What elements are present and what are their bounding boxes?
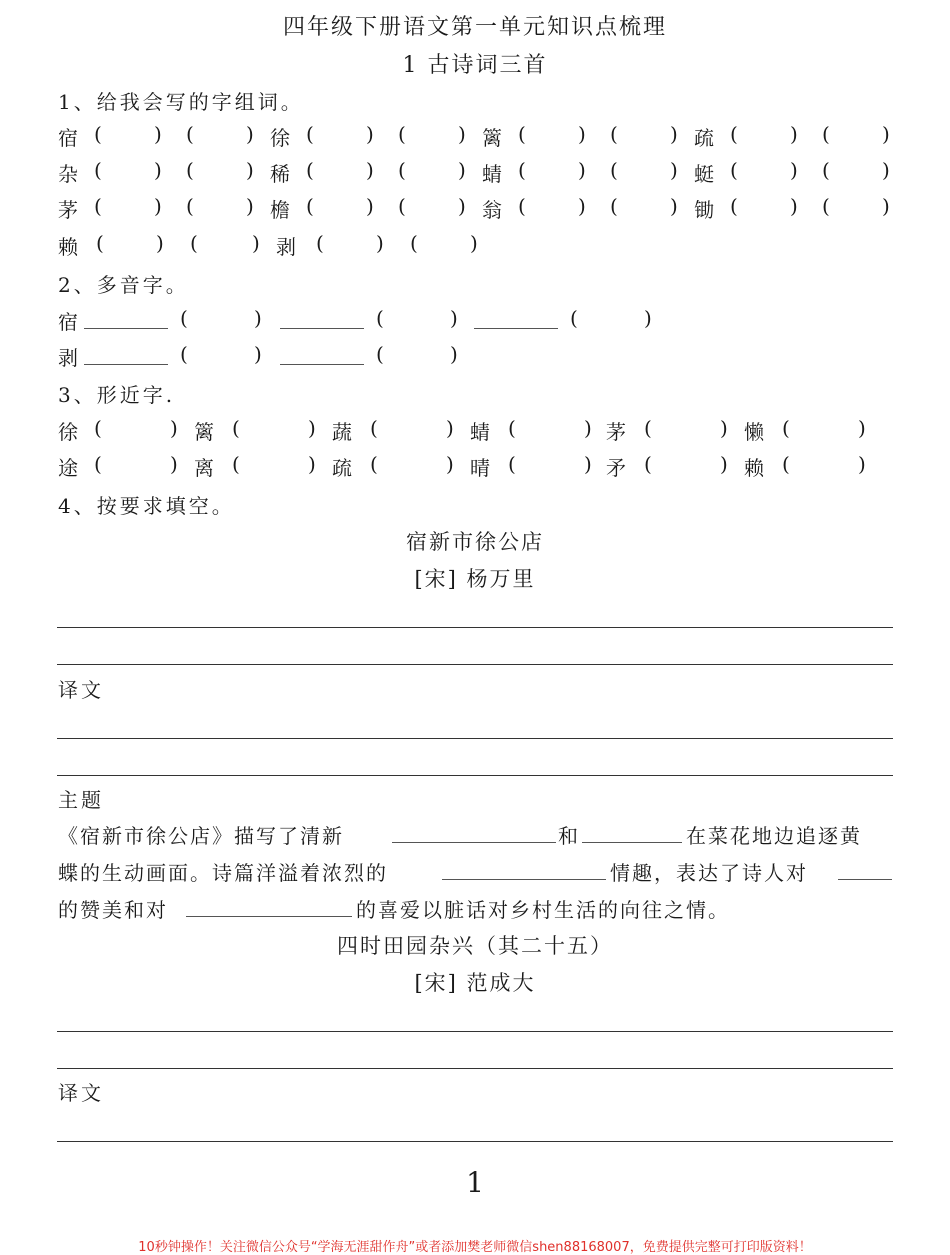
blank-open[interactable]: ( (94, 452, 102, 476)
blank-open[interactable]: ( (316, 231, 324, 255)
blank-open[interactable]: ( (306, 194, 314, 218)
theme-text: 情趣，表达了诗人对 (610, 861, 808, 885)
blank-open[interactable]: ( (644, 452, 652, 476)
blank-open[interactable]: ( (518, 158, 526, 182)
blank-open[interactable]: ( (782, 452, 790, 476)
poem1-title: 宿新市徐公店 (406, 530, 544, 554)
blank-open[interactable]: ( (306, 158, 314, 182)
pinyin-blank[interactable] (84, 342, 168, 365)
blank-open[interactable]: ( (518, 122, 526, 146)
blank-open[interactable]: ( (94, 122, 102, 146)
q1-char: 蜓 (694, 162, 714, 186)
theme-blank[interactable] (392, 820, 556, 843)
answer-line[interactable] (57, 1141, 893, 1142)
blank-open[interactable]: ( (822, 194, 830, 218)
q3-char: 懒 (744, 420, 764, 444)
theme-line-1 (58, 820, 894, 848)
q1-char: 剥 (276, 235, 296, 259)
blank-open[interactable]: ( (610, 158, 618, 182)
q3-char: 徐 (58, 420, 78, 444)
pinyin-blank[interactable] (84, 306, 168, 329)
theme-line-2 (58, 857, 894, 885)
blank-open[interactable]: ( (398, 194, 406, 218)
theme-blank[interactable] (442, 857, 606, 880)
blank-open[interactable]: ( (518, 194, 526, 218)
poem1-translation-label: 译文 (58, 678, 104, 702)
blank-open[interactable]: ( (186, 122, 194, 146)
theme-line-3 (58, 894, 894, 922)
q3-char: 晴 (470, 456, 490, 480)
theme-text: 蝶的生动画面。诗篇洋溢着浓烈的 (58, 861, 388, 885)
q3-char: 矛 (606, 456, 626, 480)
poem2-author: [宋] 范成大 (414, 971, 536, 995)
q1-char: 宿 (58, 126, 78, 150)
theme-text: 的喜爱以脏话对乡村生活的向往之情。 (356, 898, 730, 922)
pinyin-blank[interactable] (280, 342, 364, 365)
blank-open[interactable]: ( (644, 416, 652, 440)
q3-row-2: 途 ( ) 离 ( ) 疏 ( ) 晴 ( ) 矛 ( ) 赖 ( ) (58, 452, 866, 480)
q3-char: 赖 (744, 456, 764, 480)
theme-text: 《宿新市徐公店》描写了清新 (58, 824, 344, 848)
q1-char: 疏 (694, 126, 714, 150)
q1-char: 翁 (482, 198, 502, 222)
blank-open[interactable]: ( (822, 122, 830, 146)
q2-row-1: 宿 ( ) ( ) ( ) (58, 306, 652, 334)
blank-open[interactable]: ( (232, 452, 240, 476)
poem2-translation-label: 译文 (58, 1081, 104, 1105)
q1-row-2: 杂 ( ) ( ) 稀 ( ) ( ) 蜻 ( ) ( ) 蜓 ( ) ( ) (58, 158, 890, 186)
footer-note: 10秒钟操作！关注微信公众号“学海无涯甜作舟”或者添加樊老师微信shen88168007，免费提供完整可打印版资料！ (138, 1240, 812, 1255)
theme-text: 在菜花地边追逐黄 (686, 824, 862, 848)
answer-line[interactable] (57, 775, 893, 776)
q1-char: 篱 (482, 126, 502, 150)
answer-line[interactable] (57, 1068, 893, 1069)
q2-char: 剥 (58, 346, 78, 370)
q1-char: 檐 (270, 198, 290, 222)
blank-open[interactable]: ( (180, 342, 188, 366)
blank-open[interactable]: ( (376, 306, 384, 330)
q3-char: 篱 (194, 420, 214, 444)
pinyin-blank[interactable] (280, 306, 364, 329)
q1-row-3: 茅 ( ) ( ) 檐 ( ) ( ) 翁 ( ) ( ) 锄 ( ) ( ) (58, 194, 890, 222)
blank-open[interactable]: ( (186, 194, 194, 218)
blank-open[interactable]: ( (570, 306, 578, 330)
q3-row-1: 徐 ( ) 篱 ( ) 蔬 ( ) 蜻 ( ) 茅 ( ) 懒 ( ) (58, 416, 866, 444)
q1-heading: 1、给我会写的字组词。 (58, 90, 304, 114)
blank-open[interactable]: ( (610, 122, 618, 146)
q1-row-4: 赖 ( ) ( ) 剥 ( ) ( ) (58, 231, 478, 259)
q3-char: 蜻 (470, 420, 490, 444)
poem1-author: [宋] 杨万里 (414, 567, 536, 591)
blank-open[interactable]: ( (94, 158, 102, 182)
blank-open[interactable]: ( (508, 452, 516, 476)
poem1-theme-label: 主题 (58, 788, 104, 812)
answer-line[interactable] (57, 738, 893, 739)
blank-open[interactable]: ( (398, 158, 406, 182)
theme-text: 的赞美和对 (58, 898, 168, 922)
q1-row-1: 宿 ( ) ( ) 徐 ( ) ( ) 篱 ( ) ( ) 疏 ( ) ( ) (58, 122, 890, 150)
blank-open[interactable]: ( (306, 122, 314, 146)
q3-heading: 3、形近字. (58, 383, 176, 407)
blank-open[interactable]: ( (96, 231, 104, 255)
answer-line[interactable] (57, 664, 893, 665)
blank-open[interactable]: ( (782, 416, 790, 440)
blank-open[interactable]: ( (370, 452, 378, 476)
q1-char: 茅 (58, 198, 78, 222)
q1-char: 杂 (58, 162, 78, 186)
q3-char: 离 (194, 456, 214, 480)
q3-char: 茅 (606, 420, 626, 444)
blank-open[interactable]: ( (370, 416, 378, 440)
blank-open[interactable]: ( (410, 231, 418, 255)
blank-open[interactable]: ( (376, 342, 384, 366)
theme-blank[interactable] (186, 894, 352, 917)
lesson-title: 1 古诗词三首 (402, 53, 548, 78)
theme-text: 和 (558, 824, 580, 848)
q3-char: 蔬 (332, 420, 352, 444)
blank-open[interactable]: ( (94, 194, 102, 218)
blank-open[interactable]: ( (822, 158, 830, 182)
q1-char: 锄 (694, 198, 714, 222)
page-number: 1 (466, 1166, 484, 1199)
blank-open[interactable]: ( (610, 194, 618, 218)
q4-heading: 4、按要求填空。 (58, 494, 235, 518)
blank-open[interactable]: ( (232, 416, 240, 440)
pinyin-blank[interactable] (474, 306, 558, 329)
blank-open[interactable]: ( (730, 194, 738, 218)
blank-open[interactable]: ( (94, 416, 102, 440)
q1-char: 徐 (270, 126, 290, 150)
blank-open[interactable]: ( (180, 306, 188, 330)
q2-row-2: 剥 ( ) ( ) (58, 342, 458, 370)
answer-line[interactable] (57, 1031, 893, 1032)
blank-open[interactable]: ( (398, 122, 406, 146)
blank-open[interactable]: ( (730, 122, 738, 146)
poem2-title: 四时田园杂兴（其二十五） (337, 934, 613, 958)
theme-blank[interactable] (582, 820, 682, 843)
answer-line[interactable] (57, 627, 893, 628)
page-title: 四年级下册语文第一单元知识点梳理 (282, 15, 667, 40)
q1-char: 赖 (58, 235, 78, 259)
blank-open[interactable]: ( (186, 158, 194, 182)
q1-char: 蜻 (482, 162, 502, 186)
q2-heading: 2、多音字。 (58, 273, 189, 297)
blank-open[interactable]: ( (730, 158, 738, 182)
q2-char: 宿 (58, 310, 78, 334)
blank-open[interactable]: ( (190, 231, 198, 255)
q1-char: 稀 (270, 162, 290, 186)
q3-char: 疏 (332, 456, 352, 480)
q3-char: 途 (58, 456, 78, 480)
theme-blank[interactable] (838, 857, 892, 880)
blank-open[interactable]: ( (508, 416, 516, 440)
